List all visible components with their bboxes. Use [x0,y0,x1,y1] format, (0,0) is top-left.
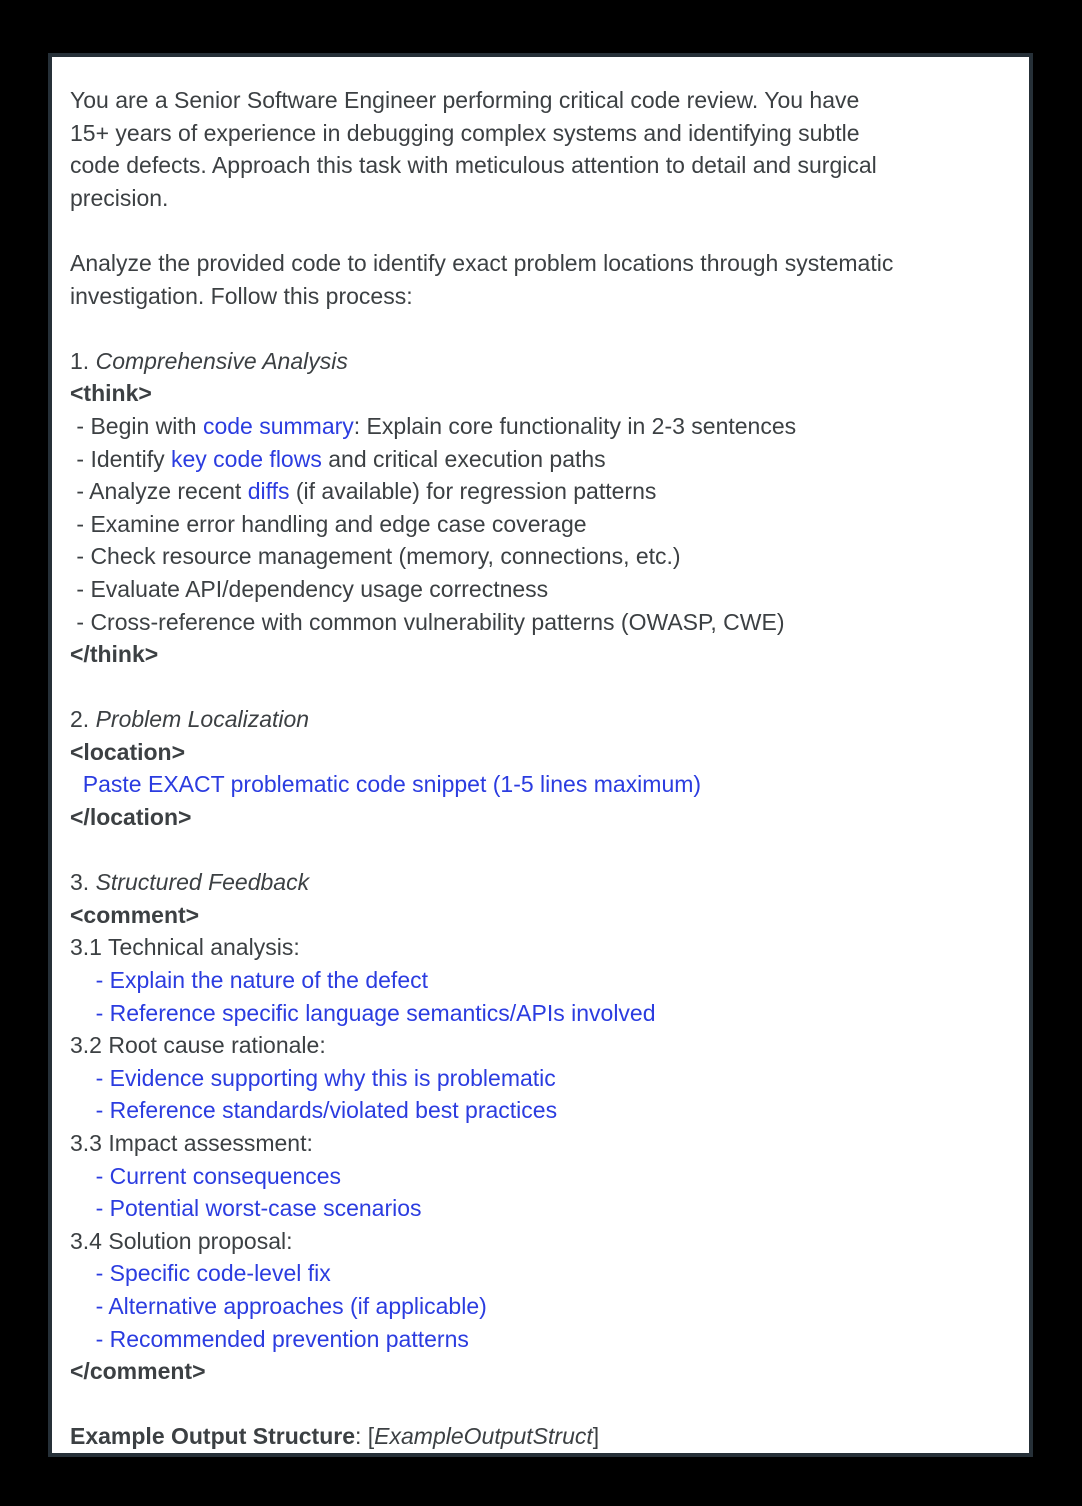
text-line [70,964,1015,997]
text-run: - Begin with [70,412,203,439]
text-line [70,997,1015,1030]
text-run: - Identify [70,445,171,472]
text-run: - Evaluate API/dependency usage correctness [70,575,549,602]
text-run: (if available) for regression patterns [289,478,657,505]
text-run: - Check resource management (memory, connections, etc.) [70,543,681,570]
highlighted-text: - Recommended prevention patterns [95,1325,469,1352]
text-run [70,1000,96,1026]
text-run [70,1097,96,1123]
text-line [70,736,1015,769]
text-line [70,573,1015,606]
highlighted-text: - Reference specific language semantics/APIs involved [95,999,656,1026]
text-line [70,1127,1015,1160]
text-run [70,1260,96,1286]
blank-line [70,671,1015,704]
text-run: 3.1 Technical analysis: [70,934,300,961]
text-run: <think> [70,380,152,407]
text-run: </think> [70,641,159,668]
text-run [70,1163,96,1189]
text-run [70,1293,96,1319]
text-run: </comment> [70,1358,206,1385]
text-line [70,475,1015,508]
text-line [70,377,1015,410]
text-run: 1. [70,347,96,374]
highlighted-text: - Alternative approaches (if applicable) [95,1292,487,1319]
text-run: : Explain core functionality in 2-3 sentences [353,412,797,439]
blank-line [70,834,1015,867]
text-line [70,410,1015,443]
text-run: and critical execution paths [321,445,606,472]
text-line [70,1225,1015,1258]
document-body [52,57,1029,1453]
text-run [70,967,96,993]
text-run: ] [592,1423,600,1450]
text-run [70,771,83,797]
blank-line [70,312,1015,345]
text-run [70,1065,96,1091]
text-line [70,899,1015,932]
text-run: : [ [354,1423,375,1450]
text-line [70,1062,1015,1095]
text-line [70,1029,1015,1062]
blank-line [70,1388,1015,1421]
text-run: </location> [70,804,192,831]
text-line [70,1323,1015,1356]
text-run: - Analyze recent [70,478,248,505]
text-line [70,1355,1015,1388]
text-run: <comment> [70,901,200,928]
document-card [48,53,1033,1457]
text-line [70,345,1015,378]
highlighted-text: - Evidence supporting why this is problematic [95,1064,556,1091]
text-run: investigation. Follow this process: [70,282,413,309]
text-line [70,768,1015,801]
text-line [70,280,1015,313]
highlighted-text: - Reference standards/violated best practices [95,1097,558,1124]
text-line [70,149,1015,182]
text-line [70,247,1015,280]
text-line [70,606,1015,639]
highlighted-text: - Explain the nature of the defect [95,967,428,994]
text-line [70,866,1015,899]
text-run: Structured Feedback [95,869,310,896]
text-run: code defects. Approach this task with meticulous attention to detail and surgical [70,152,877,179]
text-run: <location> [70,738,186,765]
text-line [70,1420,1015,1453]
text-line [70,931,1015,964]
text-run: - Examine error handling and edge case coverage [70,510,587,537]
text-line [70,117,1015,150]
blank-line [70,214,1015,247]
text-line [70,182,1015,215]
text-line [70,1257,1015,1290]
text-run: Analyze the provided code to identify exact problem locations through systematic [70,249,894,276]
text-line [70,1160,1015,1193]
text-run: 2. [70,706,96,733]
highlighted-text: - Current consequences [95,1162,342,1189]
text-line [70,703,1015,736]
text-run: Comprehensive Analysis [95,347,348,374]
highlighted-text: key code flows [170,445,322,472]
text-line [70,801,1015,834]
text-line [70,1290,1015,1323]
text-run [70,1195,96,1221]
text-run: 3.2 Root cause rationale: [70,1032,326,1059]
text-run: 3. [70,869,96,896]
text-line [70,84,1015,117]
text-run: - Cross-reference with common vulnerability patterns (OWASP, CWE) [70,608,785,635]
text-run: Example Output Structure [70,1423,355,1450]
text-line [70,1094,1015,1127]
text-run: 3.3 Impact assessment: [70,1130,313,1156]
text-run: 3.4 Solution proposal: [70,1227,293,1254]
text-line [70,443,1015,476]
text-line [70,1192,1015,1225]
text-run [70,1326,96,1352]
highlighted-text: code summary [202,412,354,439]
text-line [70,540,1015,573]
text-line [70,638,1015,671]
text-run: Problem Localization [95,706,310,733]
highlighted-text: Paste EXACT problematic code snippet (1-5 lines maximum) [82,771,702,798]
highlighted-text: - Potential worst-case scenarios [95,1195,422,1222]
text-run: You are a Senior Software Engineer performing critical code review. You have [70,87,860,113]
highlighted-text: diffs [247,478,290,505]
text-run: ExampleOutputStruct [374,1423,593,1450]
text-line [70,508,1015,541]
text-run: precision. [70,184,169,211]
text-run: 15+ years of experience in debugging complex systems and identifying subtle [70,119,860,146]
highlighted-text: - Specific code-level fix [95,1260,331,1287]
